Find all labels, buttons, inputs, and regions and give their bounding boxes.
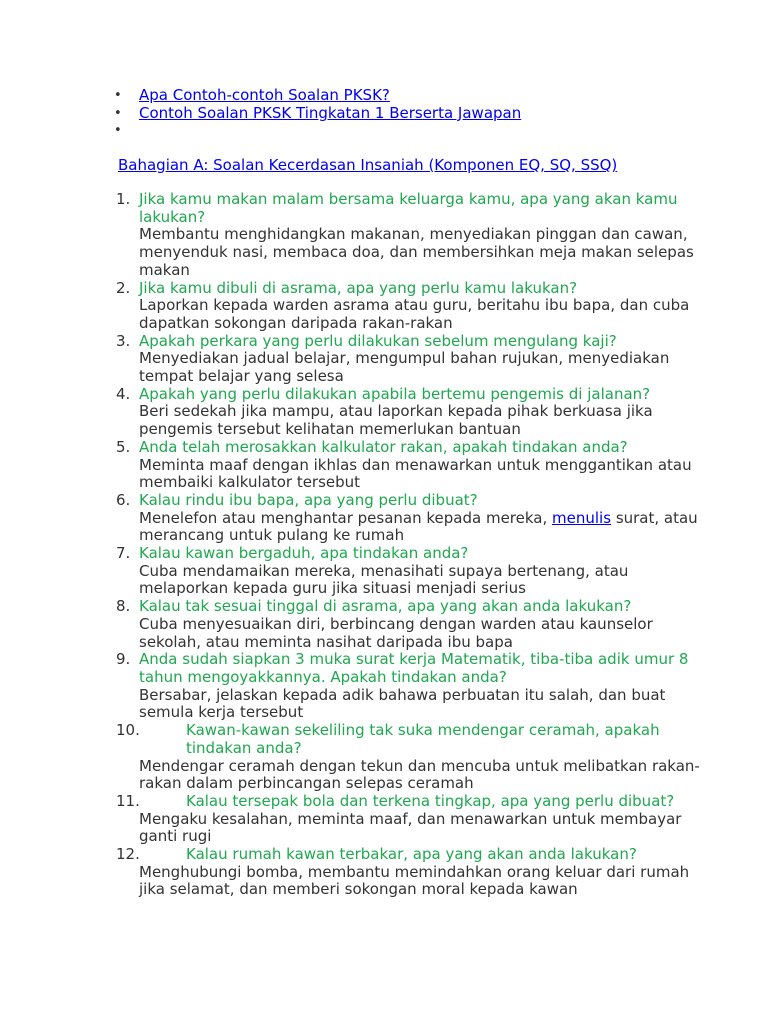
item-number: 7. [116, 544, 131, 563]
list-item [0, 191, 700, 280]
answer-text: Meminta maaf dengan ikhlas dan menawarkan untuk menggantikan atau membaiki kalkulator tersebut [139, 455, 692, 492]
item-number: 11. [116, 791, 140, 810]
list-item [0, 280, 700, 333]
bullet: • [114, 105, 122, 121]
list-item [0, 598, 700, 651]
answer-text: Beri sedekah jika mampu, atau laporkan kepada pihak berkuasa jika pengemis tersebut kelihatan memerlukan bantuan [139, 402, 653, 439]
answer-text: Cuba mendamaikan mereka, menasihati supaya bertenang, atau melaporkan kepada guru jika situasi menjadi serius [139, 561, 629, 598]
item-number: 9. [116, 650, 131, 669]
item-number: 5. [116, 437, 131, 456]
list-item [0, 722, 700, 793]
question-text: Kalau rumah kawan terbakar, apa yang akan anda lakukan? [186, 845, 637, 864]
question-text: Kawan-kawan sekeliling tak suka mendengar ceramah, apakah tindakan anda? [186, 721, 660, 757]
section-title-link[interactable]: Bahagian A: Soalan Kecerdasan Insaniah (Komponen EQ, SQ, SSQ) [118, 156, 618, 174]
list-item [0, 122, 521, 140]
answer-text: Mendengar ceramah dengan tekun dan mencuba untuk melibatkan rakan-rakan dalam perbincangan selepas ceramah [139, 756, 700, 793]
question-list [0, 191, 700, 899]
answer-text: Menyediakan jadual belajar, mengumpul bahan rujukan, menyediakan tempat belajar yang selesa [139, 349, 670, 386]
item-number: 1. [116, 190, 131, 208]
list-item [0, 386, 700, 439]
list-item [0, 793, 700, 846]
list-item [0, 545, 700, 598]
item-number: 3. [116, 331, 131, 350]
item-number: 10. [116, 721, 140, 740]
menulis-link[interactable]: menulis [552, 508, 612, 527]
list-item [0, 846, 700, 899]
answer-text: Membantu menghidangkan makanan, menyediakan pinggan dan cawan, menyenduk nasi, membaca doa, dan membersihkan meja makan selepas makan [139, 225, 694, 279]
question-text: Anda sudah siapkan 3 muka surat kerja Matematik, tiba-tiba adik umur 8 tahun mengoyakkannya. Apakah tindakan anda? [139, 650, 689, 686]
answer-text: Cuba menyesuaikan diri, berbincang dengan warden atau kaunselor sekolah, atau meminta nasihat daripada ibu bapa [139, 614, 653, 651]
answer-text-part: Menelefon atau menghantar pesanan kepada mereka, [139, 508, 553, 527]
question-text: Kalau kawan bergaduh, apa tindakan anda? [139, 544, 469, 563]
question-text: Apakah perkara yang perlu dilakukan sebelum mengulang kaji? [139, 331, 617, 350]
list-item [0, 105, 521, 123]
question-text: Jika kamu dibuli di asrama, apa yang perlu kamu lakukan? [139, 278, 578, 297]
answer-text: Bersabar, jelaskan kepada adik bahawa perbuatan itu salah, dan buat semula kerja tersebut [139, 685, 666, 722]
list-item [0, 439, 700, 492]
item-number: 4. [116, 384, 131, 403]
list-item [0, 87, 521, 105]
question-text: Jika kamu makan malam bersama keluarga kamu, apa yang akan kamu lakukan? [139, 190, 678, 226]
item-number: 8. [116, 597, 131, 616]
question-text: Kalau rindu ibu bapa, apa yang perlu dibuat? [139, 490, 478, 509]
question-text: Anda telah merosakkan kalkulator rakan, apakah tindakan anda? [139, 437, 628, 456]
list-item [0, 492, 700, 545]
link-list [0, 87, 521, 140]
item-number: 12. [116, 845, 140, 864]
item-number: 6. [116, 490, 131, 509]
item-number: 2. [116, 278, 131, 297]
answer-text [139, 510, 700, 545]
answer-text: Mengaku kesalahan, meminta maaf, dan menawarkan untuk membayar ganti rugi [139, 809, 682, 846]
list-item [0, 333, 700, 386]
bullet: • [114, 88, 122, 103]
link-contoh-soalan-tingkatan-1[interactable]: Contoh Soalan PKSK Tingkatan 1 Berserta Jawapan [139, 103, 522, 122]
question-text: Kalau tersepak bola dan terkena tingkap, apa yang perlu dibuat? [186, 791, 675, 810]
list-item [0, 651, 700, 722]
answer-text-part: surat, atau merancang untuk pulang ke rumah [139, 508, 698, 545]
answer-text: Laporkan kepada warden asrama atau guru, beritahu ibu bapa, dan cuba dapatkan sokongan daripada rakan-rakan [139, 296, 690, 332]
link-contoh-soalan[interactable]: Apa Contoh-contoh Soalan PKSK? [139, 86, 390, 104]
bullet: • [114, 123, 122, 139]
question-text: Apakah yang perlu dilakukan apabila bertemu pengemis di jalanan? [139, 384, 651, 403]
question-text: Kalau tak sesuai tinggal di asrama, apa yang akan anda lakukan? [139, 597, 632, 616]
answer-text: Menghubungi bomba, membantu memindahkan orang keluar dari rumah jika selamat, dan memberi sokongan moral kepada kawan [139, 862, 690, 899]
